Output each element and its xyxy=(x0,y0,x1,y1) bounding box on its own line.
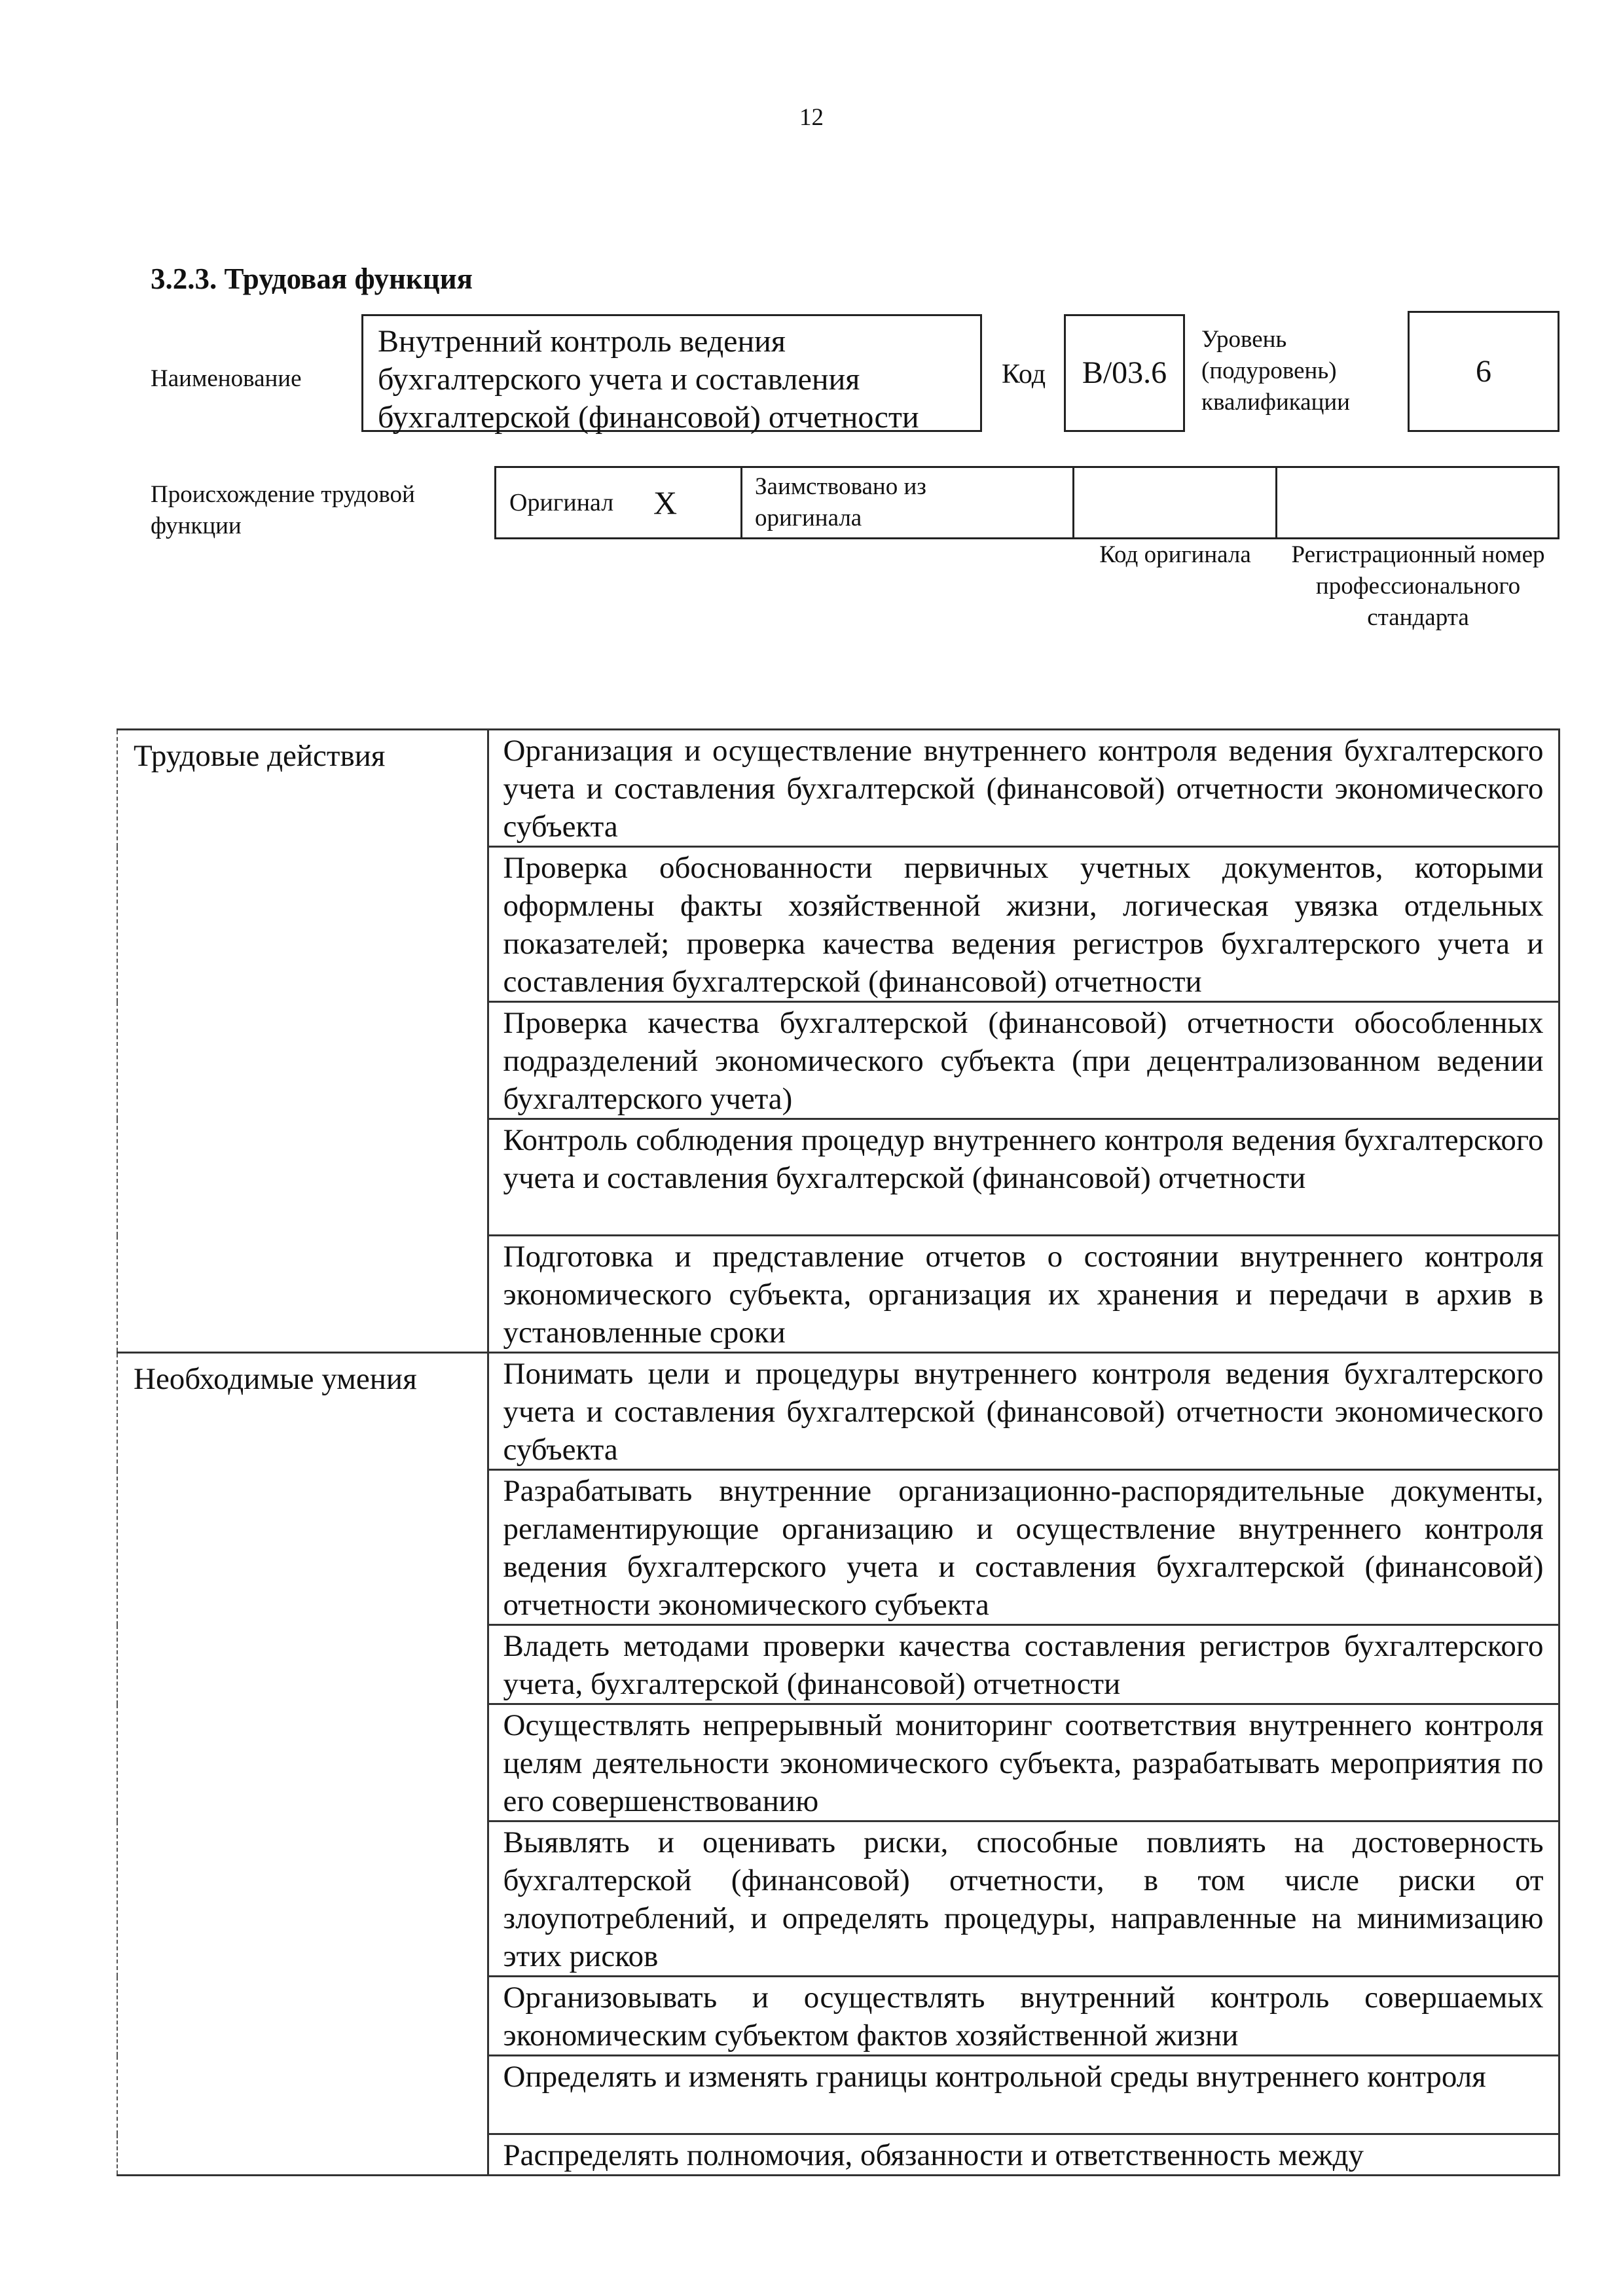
code-label: Код xyxy=(1002,359,1046,389)
name-label: Наименование xyxy=(151,365,302,392)
origin-divider-1 xyxy=(740,468,742,537)
action-item: Организация и осуществление внутреннего контроля ведения бухгалтерского учета и составления бухгалтерской (финансовой) отчетности экономического субъекта xyxy=(488,730,1559,847)
code-value-box xyxy=(1064,314,1185,432)
origin-table xyxy=(494,466,1559,539)
skills-label: Необходимые умения xyxy=(117,1353,488,2176)
section-title: 3.2.3. Трудовая функция xyxy=(151,262,473,295)
level-value: 6 xyxy=(1476,353,1491,389)
table-row xyxy=(117,730,1559,847)
origin-divider-2 xyxy=(1072,468,1074,537)
skill-item: Понимать цели и процедуры внутреннего контроля ведения бухгалтерского учета и составления бухгалтерской (финансовой) отчетности экономического субъекта xyxy=(488,1353,1559,1470)
origin-label: Происхождение трудовой функции xyxy=(151,481,415,539)
name-value: Внутренний контроль ведения бухгалтерского учета и составления бухгалтерской (финансовой) отчетности xyxy=(378,324,919,435)
action-item: Подготовка и представление отчетов о состоянии внутреннего контроля экономического субъекта, организация их хранения и передачи в архив в установленные сроки xyxy=(488,1236,1559,1353)
action-item: Проверка качества бухгалтерской (финансовой) отчетности обособленных подразделений экономического субъекта (при децентрализованном ведении бухгалтерского учета) xyxy=(488,1002,1559,1119)
skill-item: Определять и изменять границы контрольной среды внутреннего контроля xyxy=(488,2056,1559,2134)
page-number: 12 xyxy=(799,104,824,131)
action-item: Проверка обоснованности первичных учетных документов, которыми оформлены факты хозяйственной жизни, логическая увязка отдельных показателей; проверка качества ведения регистров бухгалтерского учета и составления бухгалтерской (финансовой) отчетности xyxy=(488,847,1559,1002)
original-label: Оригинал xyxy=(509,489,614,516)
skill-item: Осуществлять непрерывный мониторинг соответствия внутреннего контроля целям деятельности экономического субъекта, разрабатывать мероприятия по его совершенствованию xyxy=(488,1704,1559,1821)
borrowed-label: Заимствовано из оригинала xyxy=(755,473,926,531)
skill-item: Владеть методами проверки качества составления регистров бухгалтерского учета, бухгалтерской (финансовой) отчетности xyxy=(488,1625,1559,1704)
code-value: B/03.6 xyxy=(1082,355,1167,390)
skill-item: Разрабатывать внутренние организационно-распорядительные документы, регламентирующие организацию и осуществление внутреннего контроля ведения бухгалтерского учета и составления бухгалтерской (финансовой) отчетности экономического субъекта xyxy=(488,1470,1559,1625)
original-mark: X xyxy=(653,484,678,521)
skill-item: Выявлять и оценивать риски, способные повлиять на достоверность бухгалтерской (финансовой) отчетности, в том числе риски от злоупотреблений, и определять процедуры, направленные на минимизацию этих рисков xyxy=(488,1821,1559,1977)
name-value-box xyxy=(361,314,982,435)
skill-item: Распределять полномочия, обязанности и ответственность между xyxy=(488,2134,1559,2176)
reg-caption: Регистрационный номер профессионального стандарта xyxy=(1291,541,1545,631)
action-item: Контроль соблюдения процедур внутреннего контроля ведения бухгалтерского учета и составления бухгалтерской (финансовой) отчетности xyxy=(488,1119,1559,1236)
level-value-box xyxy=(1408,311,1559,432)
actions-label: Трудовые действия xyxy=(117,730,488,1353)
table-row xyxy=(117,1353,1559,1470)
origin-divider-3 xyxy=(1275,468,1277,537)
functions-table xyxy=(117,728,1560,2176)
level-label: Уровень (подуровень) квалификации xyxy=(1201,326,1350,416)
code-caption: Код оригинала xyxy=(1099,541,1251,568)
skill-item: Организовывать и осуществлять внутренний контроль совершаемых экономическим субъектом фактов хозяйственной жизни xyxy=(488,1977,1559,2056)
